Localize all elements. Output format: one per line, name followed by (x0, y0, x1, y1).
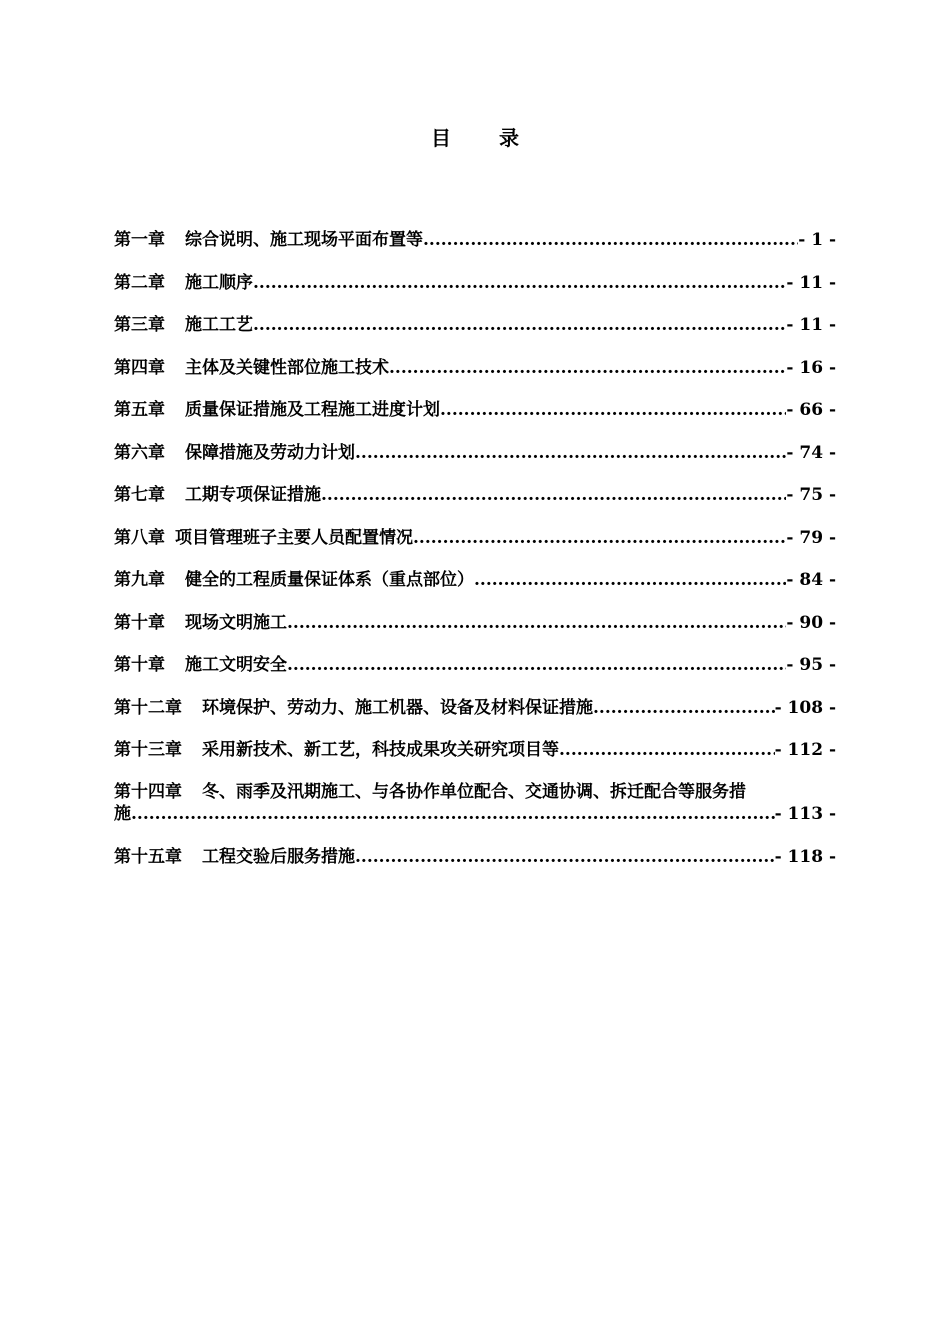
toc-page-number: - 113 - (774, 803, 836, 824)
toc-dot-leader (253, 271, 786, 295)
toc-page-number: - 66 - (786, 400, 836, 420)
toc-entry[interactable] (114, 738, 836, 781)
toc-chapter-number: 第四章 (114, 357, 165, 378)
toc-page-number: - 112 - (774, 740, 836, 760)
toc-chapter-title: 主体及关键性部位施工技术 (185, 357, 389, 378)
toc-dot-leader (287, 611, 786, 635)
toc-chapter-number: 第一章 (114, 230, 165, 250)
toc-entry[interactable] (114, 611, 836, 654)
toc-chapter-title: 工程交验后服务措施 (202, 846, 355, 867)
toc-dot-leader (355, 845, 775, 869)
toc-chapter-title-continued: 施 (114, 803, 131, 824)
toc-chapter-title: 综合说明、施工现场平面布置等 (185, 230, 423, 250)
toc-chapter-number: 第六章 (114, 442, 165, 463)
toc-dot-leader (321, 483, 786, 507)
toc-entry[interactable] (114, 696, 836, 739)
toc-chapter-title: 冬、雨季及汛期施工、与各协作单位配合、交通协调、拆迁配合等服务措 (202, 781, 746, 802)
toc-page-number: - 95 - (786, 655, 836, 675)
toc-chapter-title: 工期专项保证措施 (185, 485, 321, 505)
toc-entry[interactable] (114, 568, 836, 611)
toc-list (114, 228, 836, 887)
toc-dot-leader (440, 398, 786, 422)
toc-dot-leader (413, 526, 786, 550)
toc-title-char: 目 (431, 126, 451, 150)
toc-chapter-title: 保障措施及劳动力计划 (185, 442, 355, 463)
toc-entry[interactable] (114, 483, 836, 526)
toc-title-char: 录 (499, 126, 519, 150)
toc-chapter-number: 第七章 (114, 485, 165, 505)
toc-chapter-title: 施工顺序 (185, 272, 253, 293)
toc-page-number: - 16 - (786, 357, 836, 378)
toc-dot-leader (287, 653, 786, 677)
toc-entry[interactable] (114, 398, 836, 441)
toc-chapter-number: 第十五章 (114, 846, 182, 867)
toc-page-number: - 11 - (786, 272, 836, 293)
toc-entry[interactable] (114, 313, 836, 356)
toc-chapter-title: 项目管理班子主要人员配置情况 (175, 527, 413, 548)
toc-dot-leader (389, 356, 786, 380)
toc-page-number: - 90 - (786, 612, 836, 633)
toc-title (0, 124, 950, 152)
toc-entry[interactable] (114, 781, 836, 845)
toc-dot-leader (474, 568, 786, 592)
toc-dot-leader (423, 228, 798, 252)
toc-chapter-title: 环境保护、劳动力、施工机器、设备及材料保证措施 (202, 697, 593, 718)
toc-entry[interactable] (114, 526, 836, 569)
toc-page-number: - 79 - (786, 527, 836, 548)
toc-dot-leader (253, 313, 786, 337)
toc-entry[interactable] (114, 228, 836, 271)
toc-page-number: - 1 - (798, 230, 836, 250)
toc-chapter-number: 第二章 (114, 272, 165, 293)
toc-page-number: - 74 - (786, 442, 836, 463)
toc-chapter-title: 施工工艺 (185, 315, 253, 335)
toc-page-number: - 84 - (786, 570, 836, 590)
toc-chapter-number: 第十二章 (114, 697, 182, 718)
toc-chapter-title: 施工文明安全 (185, 655, 287, 675)
toc-dot-leader (559, 738, 775, 762)
toc-chapter-title: 采用新技术、新工艺，科技成果攻关研究项目等 (202, 740, 559, 760)
toc-page-number: - 11 - (786, 315, 836, 335)
toc-chapter-number: 第十章 (114, 612, 165, 633)
toc-chapter-title: 质量保证措施及工程施工进度计划 (185, 400, 440, 420)
toc-page-number: - 75 - (786, 485, 836, 505)
toc-entry[interactable] (114, 653, 836, 696)
toc-dot-leader (355, 441, 786, 465)
toc-entry[interactable] (114, 845, 836, 888)
toc-entry[interactable] (114, 271, 836, 314)
toc-chapter-number: 第八章 (114, 527, 165, 548)
toc-chapter-number: 第五章 (114, 400, 165, 420)
toc-page-number: - 118 - (774, 846, 836, 867)
toc-dot-leader (131, 803, 775, 825)
toc-entry[interactable] (114, 356, 836, 399)
toc-chapter-title: 现场文明施工 (185, 612, 287, 633)
toc-chapter-number: 第十四章 (114, 781, 182, 802)
toc-chapter-number: 第十章 (114, 655, 165, 675)
toc-dot-leader (593, 696, 775, 720)
toc-entry[interactable] (114, 441, 836, 484)
toc-chapter-number: 第三章 (114, 315, 165, 335)
toc-page-number: - 108 - (774, 697, 836, 718)
toc-chapter-number: 第十三章 (114, 740, 182, 760)
toc-chapter-number: 第九章 (114, 570, 165, 590)
toc-chapter-title: 健全的工程质量保证体系（重点部位） (185, 570, 474, 590)
